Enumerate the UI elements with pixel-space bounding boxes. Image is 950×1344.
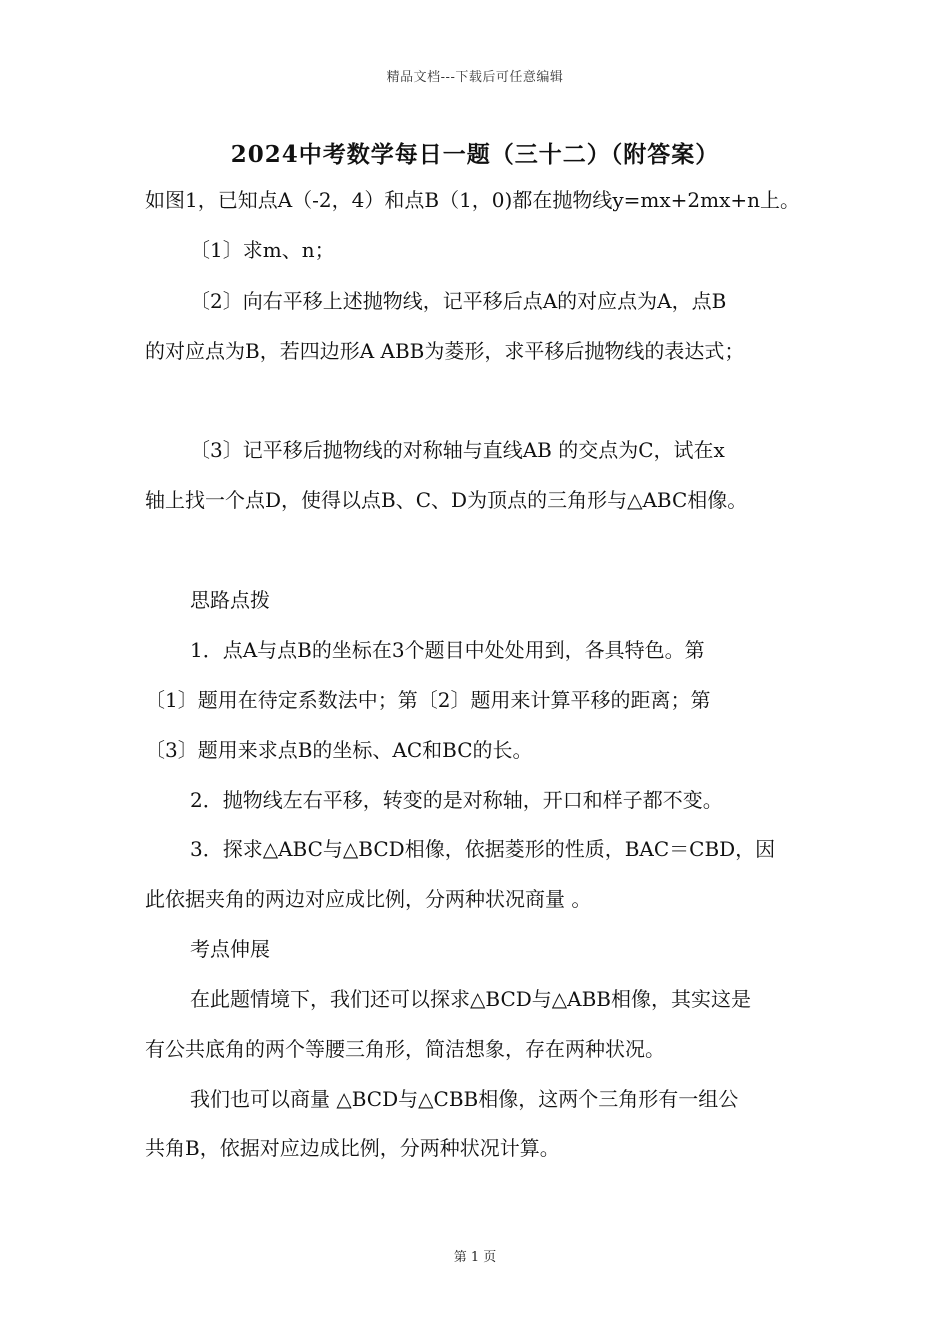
extension-2-line-2: 共角B，依据对应边成比例，分两种状况计算。 <box>145 1136 560 1160</box>
document-title: 2024中考数学每日一题（三十二）（附答案） <box>230 141 720 168</box>
hints-heading: 思路点拨 <box>190 588 270 612</box>
question-3-line-2: 轴上找一个点D，使得以点B、C、D为顶点的三角形与△ABC相像。 <box>145 488 748 512</box>
hint-1-line-3: 〔3〕题用来求点B的坐标、AC和BC的长。 <box>145 738 533 762</box>
question-2-line-2: 的对应点为B，若四边形A ABB为菱形，求平移后抛物线的表达式； <box>145 339 745 363</box>
hint-1-line-1: 1．点A与点B的坐标在3个题目中处处用到，各具特色。第 <box>190 638 705 662</box>
hint-1-line-2: 〔1〕题用在待定系数法中；第〔2〕题用来计算平移的距离；第 <box>145 688 711 712</box>
extension-2-line-1: 我们也可以商量 △BCD与△CBB相像，这两个三角形有一组公 <box>190 1087 739 1111</box>
page-number: 第 1 页 <box>453 1250 497 1265</box>
extension-1-line-1: 在此题情境下，我们还可以探求△BCD与△ABB相像，其实这是 <box>190 987 752 1011</box>
hint-3-line-2: 此依据夹角的两边对应成比例，分两种状况商量 。 <box>145 887 592 911</box>
question-2-line-1: 〔2〕向右平移上述抛物线，记平移后点A的对应点为A，点B <box>190 289 727 313</box>
extension-1-line-2: 有公共底角的两个等腰三角形，简洁想象，存在两种状况。 <box>145 1037 665 1061</box>
hint-2: 2．抛物线左右平移，转变的是对称轴，开口和样子都不变。 <box>190 788 723 812</box>
extension-heading: 考点伸展 <box>190 937 270 961</box>
problem-statement: 如图1，已知点A（-2，4）和点B（1，0)都在抛物线y=mx+2mx+n上。 <box>145 188 800 212</box>
question-1: 〔1〕求m、n； <box>190 238 335 262</box>
hint-3-line-1: 3．探求△ABC与△BCD相像，依据菱形的性质，BAC＝CBD，因 <box>190 837 776 861</box>
page-header: 精品文档---下载后可任意编辑 <box>386 70 564 85</box>
question-3-line-1: 〔3〕记平移后抛物线的对称轴与直线AB 的交点为C，试在x <box>190 438 725 462</box>
